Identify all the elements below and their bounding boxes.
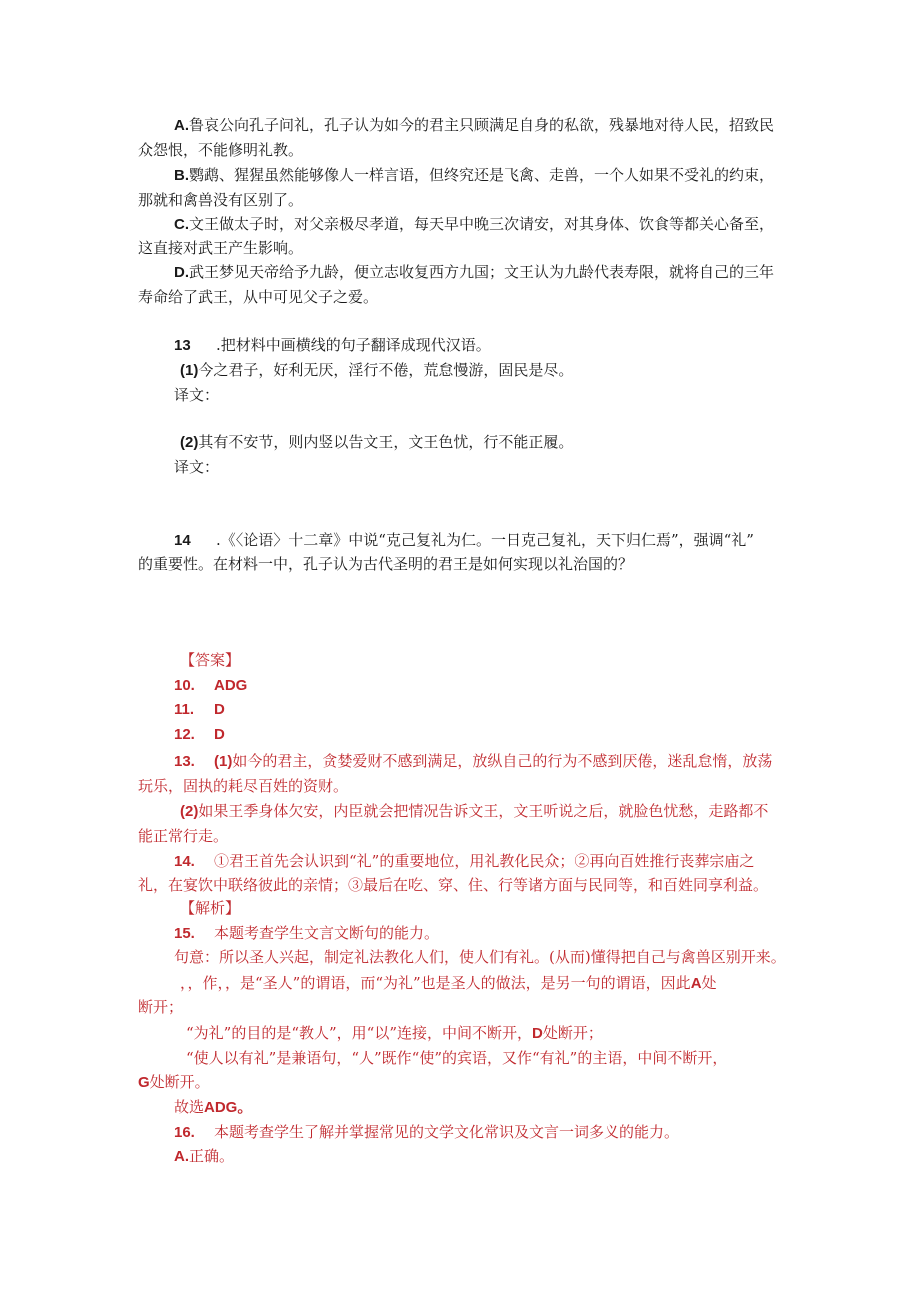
sub-label: (2) xyxy=(180,803,199,820)
analysis-p2 xyxy=(186,1023,603,1044)
answer-number: 11. xyxy=(174,701,195,718)
question-text: .把材料中画横线的句子翻译成现代汉语。 xyxy=(216,336,491,354)
answer-value: ADG xyxy=(214,677,248,694)
analysis-15 xyxy=(174,923,439,944)
answer-number: 16. xyxy=(174,1124,195,1141)
question-13-sub2 xyxy=(180,432,573,453)
analysis-text: 处 xyxy=(701,974,717,992)
sub-label: (2) xyxy=(180,434,199,451)
sub-label: (1) xyxy=(180,362,199,379)
answer-14-line1 xyxy=(174,851,754,872)
answer-heading: 【答案】 xyxy=(180,651,241,669)
answer-number: 10. xyxy=(174,677,195,694)
analysis-text: 处断开。 xyxy=(149,1073,210,1091)
option-label: B. xyxy=(174,167,189,184)
option-label: C. xyxy=(174,216,189,233)
option-a-line1 xyxy=(174,115,774,136)
analysis-p3-line1: “使人以有礼”是兼语句，“人”既作“使”的宾语，又作“有礼”的主语，中间不断开， xyxy=(186,1049,728,1067)
option-text: 鹦鹉、猩猩虽然能够像人一样言语，但终究还是飞禽、走兽，一个人如果不受礼的约束， xyxy=(189,166,775,184)
question-14-line2: 的重要性。在材料一中，孔子认为古代圣明的君王是如何实现以礼治国的？ xyxy=(138,555,634,573)
answer-text: ①君王首先会认识到“礼”的重要地位，用礼教化民众；②再向百姓推行丧葬宗庙之 xyxy=(214,852,755,870)
option-c-line1 xyxy=(174,214,774,235)
option-label: A. xyxy=(174,117,189,134)
option-b-line2: 那就和禽兽没有区别了。 xyxy=(138,191,304,209)
answer-number: 12. xyxy=(174,726,195,743)
option-d-line1 xyxy=(174,262,774,283)
sub-text: 其有不安节，则内竖以告文王，文王色忧，行不能正履。 xyxy=(198,433,574,451)
option-c-line2: 这直接对武王产生影响。 xyxy=(138,239,304,257)
answer-text: 如今的君主，贪婪爱财不感到满足，放纵自己的行为不感到厌倦，迷乱怠惰，放荡 xyxy=(232,752,773,770)
question-text: .《〈论语〉十二章》中说“克己复礼为仁。一日克己复礼，天下归仁焉”，强调“礼” xyxy=(216,531,754,549)
sub-text: 今之君子，好利无厌，淫行不倦，荒怠慢游，固民是尽。 xyxy=(198,361,574,379)
analysis-text: 本题考查学生了解并掌握常见的文学文化常识及文言一词多义的能力。 xyxy=(214,1123,680,1141)
answer-12 xyxy=(174,724,225,745)
translation-label-2: 译文： xyxy=(174,458,220,476)
question-number: 14 xyxy=(174,532,191,549)
answer-number: 13. xyxy=(174,753,195,770)
analysis-text: 故选 xyxy=(174,1098,205,1116)
answer-13-sub2-line2: 能正常行走。 xyxy=(138,827,229,845)
answer-value: D xyxy=(214,726,225,743)
analysis-p1-line1 xyxy=(180,973,717,994)
answer-13-sub1-line1 xyxy=(174,751,772,772)
sub-label: (1) xyxy=(214,753,233,770)
option-label: A. xyxy=(174,1148,189,1165)
analysis-p3-line2 xyxy=(138,1072,210,1093)
answer-number: 15. xyxy=(174,925,195,942)
analysis-text: “为礼”的目的是“教人”，用“以”连接，中间不断开， xyxy=(186,1024,533,1042)
answer-value: ADG。 xyxy=(204,1099,253,1116)
option-b-line1 xyxy=(174,165,774,186)
analysis-16-a xyxy=(174,1146,234,1167)
break-mark: G xyxy=(138,1074,150,1091)
answer-13-sub2-line1 xyxy=(180,801,768,822)
option-text: 文王做太子时，对父亲极尽孝道，每天早中晚三次请安，对其身体、饮食等都关心备至， xyxy=(189,215,775,233)
answer-number: 14. xyxy=(174,853,195,870)
analysis-p1-line2: 断开； xyxy=(138,998,184,1016)
answer-11 xyxy=(174,699,225,720)
analysis-meaning: 句意：所以圣人兴起，制定礼法教化人们，使人们有礼。(从而)懂得把自己与禽兽区别开来。 xyxy=(174,948,786,966)
option-text: 鲁哀公向孔子问礼，孔子认为如今的君主只顾满足自身的私欲，残暴地对待人民，招致民 xyxy=(189,116,775,134)
analysis-16 xyxy=(174,1122,679,1143)
analysis-heading: 【解析】 xyxy=(180,899,241,917)
analysis-text: 处断开； xyxy=(542,1024,603,1042)
answer-text: 如果王季身体欠安，内臣就会把情况告诉文王，文王听说之后，就脸色忧愁，走路都不 xyxy=(198,802,769,820)
question-14-line1 xyxy=(174,530,754,551)
analysis-text: ，，作，，是“圣人”的谓语，而“为礼”也是圣人的做法，是另一句的谓语，因此 xyxy=(180,974,691,992)
question-13 xyxy=(174,335,491,356)
answer-13-sub1-line2: 玩乐，固执的耗尽百姓的资财。 xyxy=(138,777,349,795)
answer-14-line2: 礼，在宴饮中联络彼此的亲情；③最后在吃、穿、住、行等诸方面与民同等，和百姓同享利益。 xyxy=(138,876,769,894)
option-a-line2: 众怨恨，不能修明礼教。 xyxy=(138,141,304,159)
analysis-text: 正确。 xyxy=(189,1147,235,1165)
analysis-text: 本题考查学生文言文断句的能力。 xyxy=(214,924,440,942)
answer-value: D xyxy=(214,701,225,718)
break-mark: D xyxy=(532,1025,543,1042)
option-text: 武王梦见天帝给予九龄，便立志收复西方九国；文王认为九龄代表寿限，就将自己的三年 xyxy=(189,263,775,281)
break-mark: A xyxy=(690,975,702,992)
option-label: D. xyxy=(174,264,189,281)
question-number: 13 xyxy=(174,337,191,354)
answer-10 xyxy=(174,675,247,696)
analysis-choose xyxy=(174,1097,252,1118)
translation-label-1: 译文： xyxy=(174,386,220,404)
question-13-sub1 xyxy=(180,360,573,381)
option-d-line2: 寿命给了武王，从中可见父子之爱。 xyxy=(138,288,379,306)
